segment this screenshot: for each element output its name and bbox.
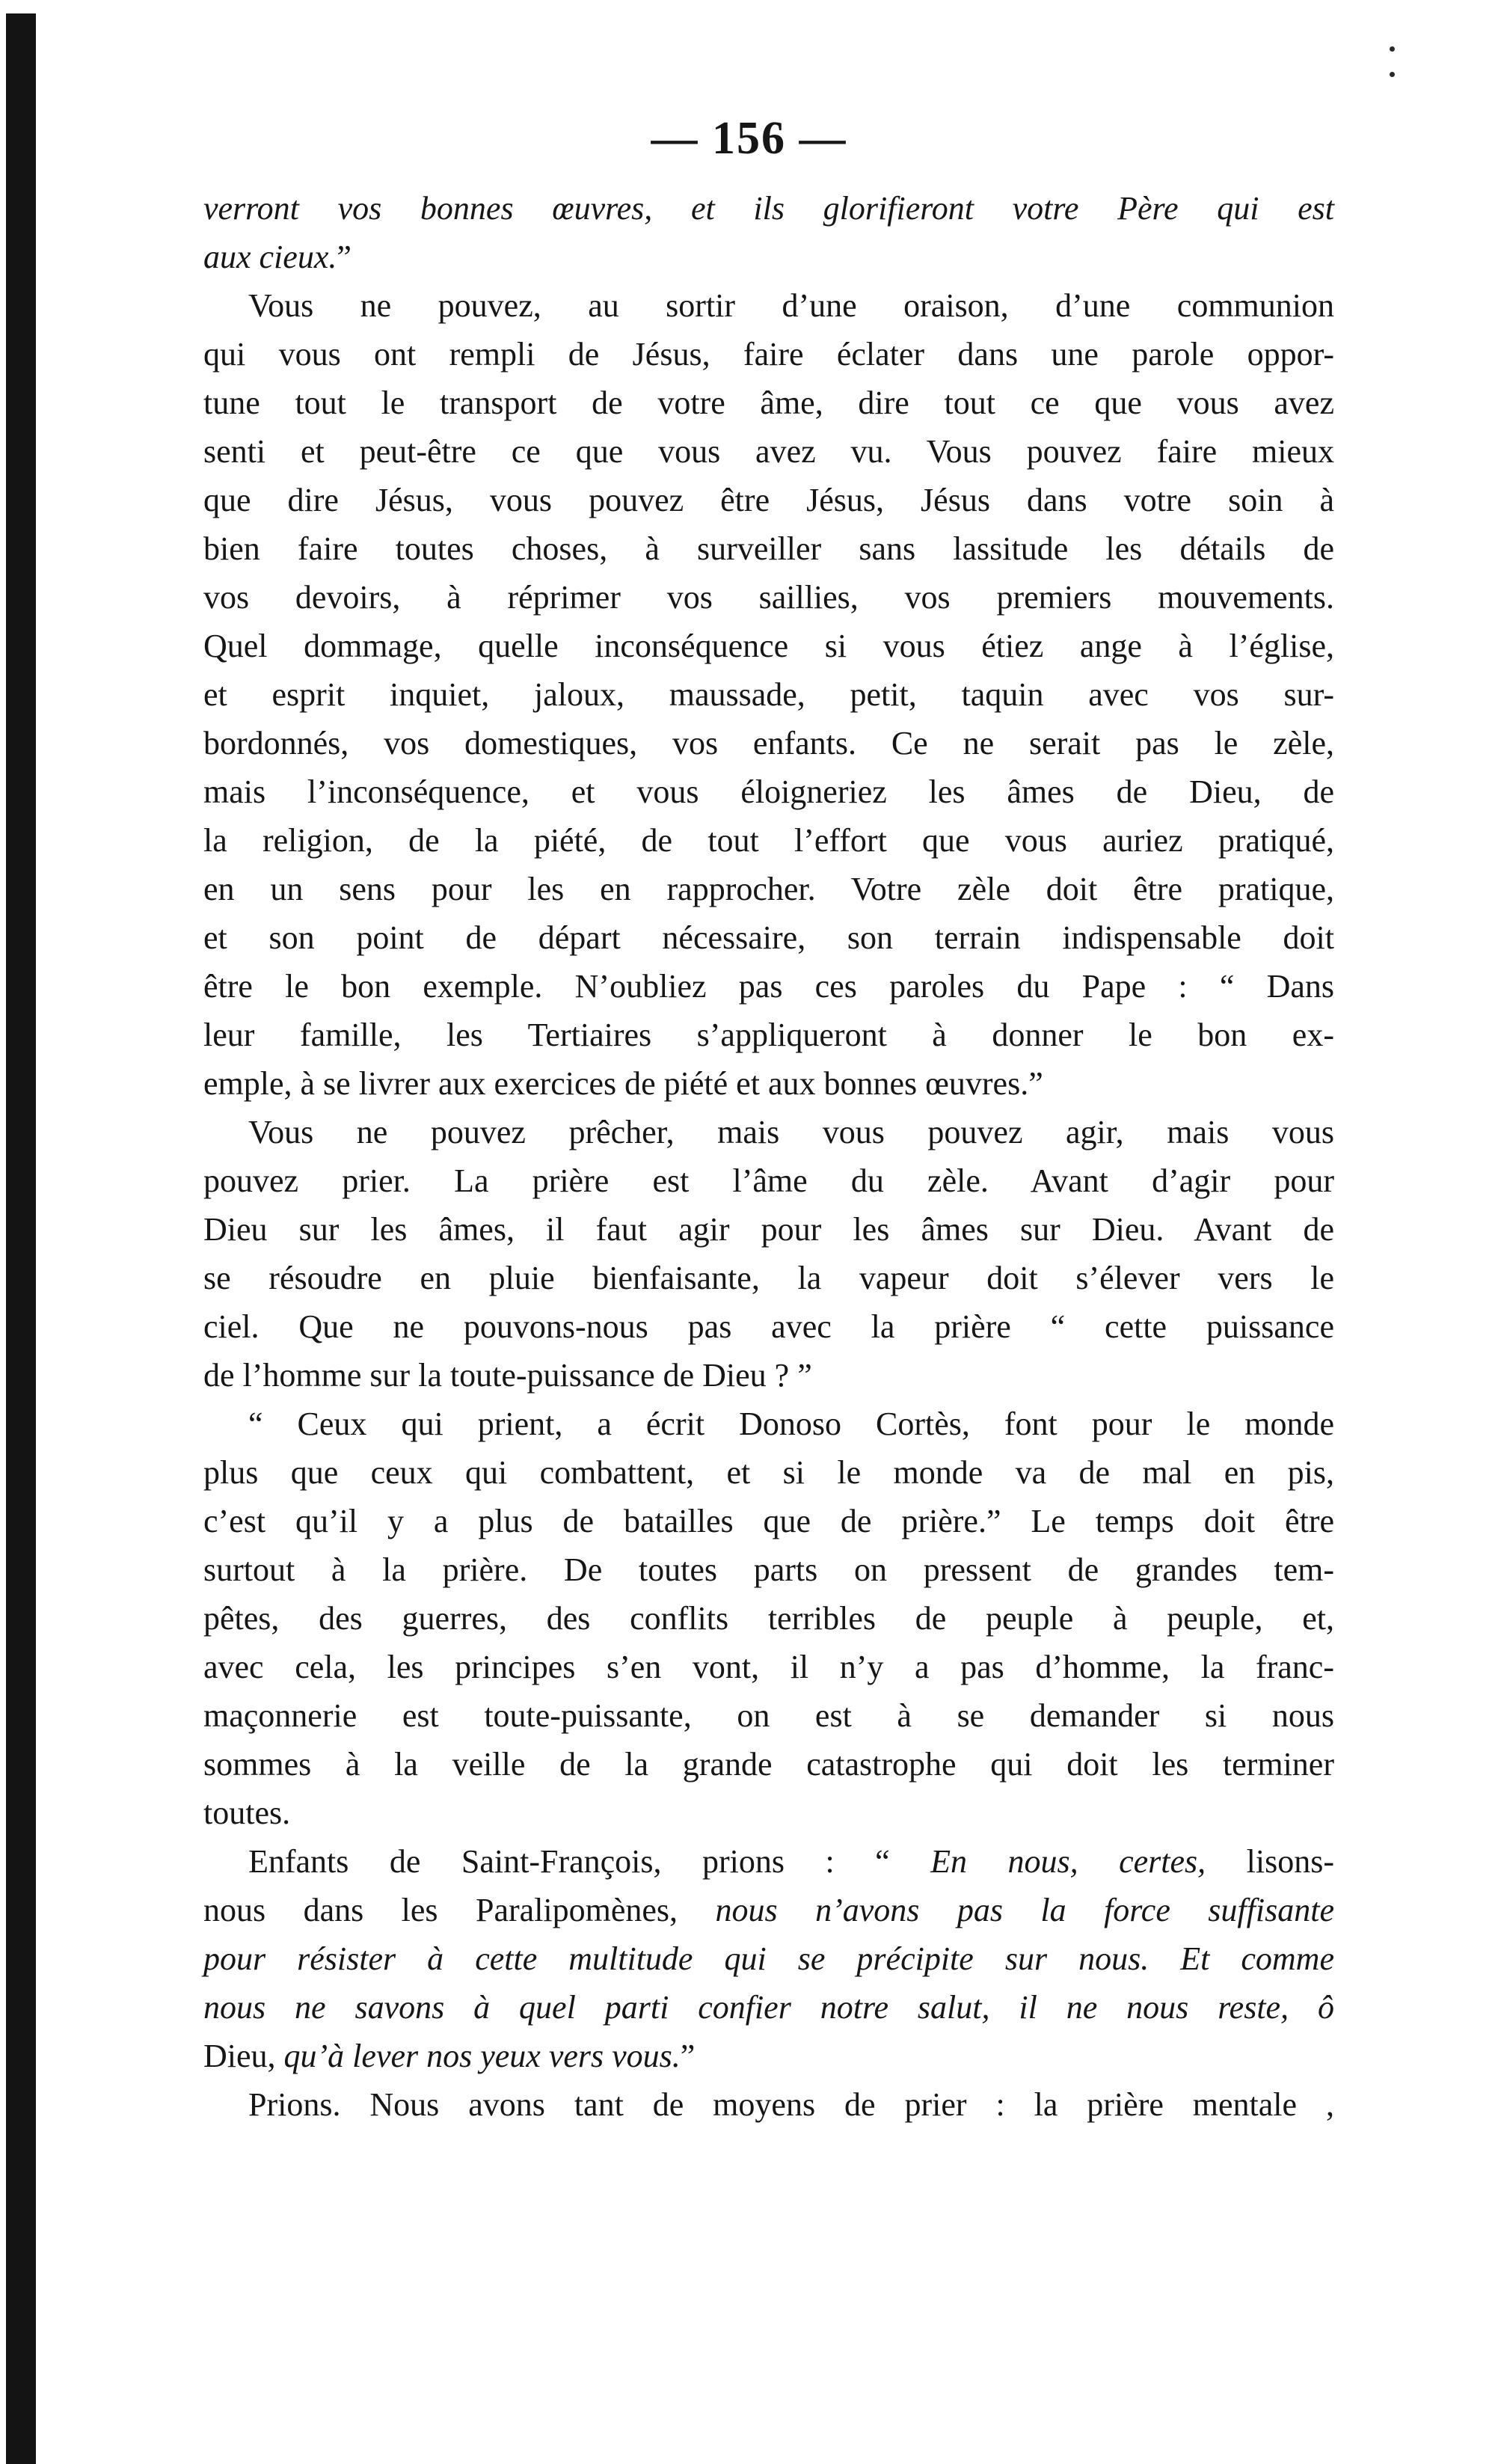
text-line bbox=[203, 1448, 1334, 1497]
text-line bbox=[203, 1740, 1334, 1789]
text-line bbox=[203, 622, 1334, 670]
text-segment: Dieu, bbox=[203, 2038, 284, 2074]
text-segment: vos devoirs, à réprimer vos saillies, vos premiers mouvements. bbox=[203, 579, 1334, 616]
text-segment: de l’homme sur la toute-puissance de Dieu ? ” bbox=[203, 1357, 812, 1394]
text-line bbox=[203, 281, 1334, 330]
italic-text-segment: verront vos bonnes œuvres, et ils glorifieront votre Père qui est bbox=[203, 190, 1334, 227]
text-line bbox=[203, 2032, 1334, 2080]
text-line bbox=[203, 1302, 1334, 1351]
text-segment: nous dans les Paralipomènes, bbox=[203, 1892, 716, 1928]
italic-text-segment: qu’à lever nos yeux vers vous. bbox=[283, 2038, 681, 2074]
text-segment: Prions. Nous avons tant de moyens de prier : la prière mentale , bbox=[248, 2086, 1334, 2123]
text-segment: Vous ne pouvez, au sortir d’une oraison, d’une communion bbox=[248, 287, 1334, 324]
text-segment: leur famille, les Tertiaires s’appliqueront à donner le bon ex- bbox=[203, 1017, 1334, 1053]
text-segment: Vous ne pouvez prêcher, mais vous pouvez agir, mais vous bbox=[248, 1114, 1334, 1150]
text-segment: bordonnés, vos domestiques, vos enfants. Ce ne serait pas le zèle, bbox=[203, 725, 1334, 761]
text-segment: la religion, de la piété, de tout l’effort que vous auriez pratiqué, bbox=[203, 822, 1334, 859]
text-line bbox=[203, 427, 1334, 476]
text-segment: “ Ceux qui prient, a écrit Donoso Cortès, font pour le monde bbox=[248, 1406, 1334, 1442]
italic-text-segment: pour résister à cette multitude qui se précipite sur nous. Et comme bbox=[203, 1940, 1334, 1977]
text-segment: c’est qu’il y a plus de batailles que de prière.” Le temps doit être bbox=[203, 1503, 1334, 1539]
text-segment: tune tout le transport de votre âme, dire tout ce que vous avez bbox=[203, 384, 1334, 421]
text-line bbox=[203, 573, 1334, 622]
text-segment: pêtes, des guerres, des conflits terribles de peuple à peuple, et, bbox=[203, 1600, 1334, 1637]
text-segment: surtout à la prière. De toutes parts on pressent de grandes tem- bbox=[203, 1551, 1334, 1588]
text-segment: mais l’inconséquence, et vous éloigneriez les âmes de Dieu, de bbox=[203, 773, 1334, 810]
page-binding-edge bbox=[6, 13, 36, 2464]
text-line bbox=[203, 1254, 1334, 1302]
text-segment: en un sens pour les en rapprocher. Votre zèle doit être pratique, bbox=[203, 871, 1334, 907]
text-line bbox=[203, 1837, 1334, 1886]
text-line bbox=[203, 1059, 1334, 1108]
text-segment: maçonnerie est toute-puissante, on est à se demander si nous bbox=[203, 1697, 1334, 1734]
text-segment: bien faire toutes choses, à surveiller sans lassitude les détails de bbox=[203, 530, 1334, 567]
text-segment: plus que ceux qui combattent, et si le monde va de mal en pis, bbox=[203, 1454, 1334, 1491]
text-segment: pouvez prier. La prière est l’âme du zèle. Avant d’agir pour bbox=[203, 1162, 1334, 1199]
italic-text-segment: aux cieux. bbox=[203, 239, 337, 275]
text-line bbox=[203, 1497, 1334, 1545]
text-segment: senti et peut-être ce que vous avez vu. Vous pouvez faire mieux bbox=[203, 433, 1334, 470]
text-segment: sommes à la veille de la grande catastrophe qui doit les terminer bbox=[203, 1746, 1334, 1783]
text-line bbox=[203, 816, 1334, 865]
text-line bbox=[203, 379, 1334, 427]
text-line bbox=[203, 2080, 1334, 2129]
italic-text-segment: nous ne savons à quel parti confier notre salut, il ne nous reste, ô bbox=[203, 1989, 1334, 2026]
text-segment: avec cela, les principes s’en vont, il n’y a pas d’homme, la franc- bbox=[203, 1649, 1334, 1685]
text-segment: lisons- bbox=[1206, 1843, 1334, 1880]
text-segment: emple, à se livrer aux exercices de piété et aux bonnes œuvres.” bbox=[203, 1065, 1043, 1102]
text-line bbox=[203, 1983, 1334, 2032]
text-segment: ” bbox=[680, 2038, 696, 2074]
text-segment: et esprit inquiet, jaloux, maussade, petit, taquin avec vos sur- bbox=[203, 676, 1334, 713]
text-segment: se résoudre en pluie bienfaisante, la vapeur doit s’élever vers le bbox=[203, 1260, 1334, 1296]
text-segment: ciel. Que ne pouvons-nous pas avec la prière “ cette puissance bbox=[203, 1308, 1334, 1345]
text-line bbox=[203, 1545, 1334, 1594]
text-line bbox=[203, 1351, 1334, 1400]
text-line bbox=[203, 1011, 1334, 1059]
text-segment: Enfants de Saint-François, prions : “ bbox=[248, 1843, 931, 1880]
body-text bbox=[203, 184, 1334, 2129]
text-line bbox=[203, 767, 1334, 816]
text-line bbox=[203, 962, 1334, 1011]
text-line bbox=[203, 184, 1334, 233]
text-line bbox=[203, 719, 1334, 767]
text-line bbox=[203, 1934, 1334, 1983]
text-segment: Quel dommage, quelle inconséquence si vous étiez ange à l’église, bbox=[203, 628, 1334, 664]
text-line bbox=[203, 670, 1334, 719]
text-line bbox=[203, 865, 1334, 913]
text-line bbox=[203, 1789, 1334, 1837]
text-line bbox=[203, 1594, 1334, 1643]
text-segment: être le bon exemple. N’oubliez pas ces paroles du Pape : “ Dans bbox=[203, 968, 1334, 1005]
text-line bbox=[203, 1400, 1334, 1448]
text-line bbox=[203, 1108, 1334, 1156]
text-line bbox=[203, 1156, 1334, 1205]
text-line bbox=[203, 476, 1334, 524]
stray-ink-mark bbox=[1390, 46, 1395, 52]
page-number: — 156 — bbox=[651, 113, 847, 164]
text-segment: toutes. bbox=[203, 1795, 291, 1831]
text-line bbox=[203, 524, 1334, 573]
text-line bbox=[203, 330, 1334, 379]
text-segment: ” bbox=[337, 239, 352, 275]
text-line bbox=[203, 1886, 1334, 1934]
text-line bbox=[203, 913, 1334, 962]
text-segment: que dire Jésus, vous pouvez être Jésus, Jésus dans votre soin à bbox=[203, 482, 1334, 518]
text-segment: qui vous ont rempli de Jésus, faire éclater dans une parole oppor- bbox=[203, 336, 1334, 373]
italic-text-segment: En nous, certes, bbox=[930, 1843, 1206, 1880]
text-segment: Dieu sur les âmes, il faut agir pour les âmes sur Dieu. Avant de bbox=[203, 1211, 1334, 1248]
text-line bbox=[203, 1643, 1334, 1691]
text-line bbox=[203, 1205, 1334, 1254]
stray-ink-mark bbox=[1390, 72, 1395, 77]
italic-text-segment: nous n’avons pas la force suffisante bbox=[715, 1892, 1334, 1928]
text-line bbox=[203, 233, 1334, 281]
text-line bbox=[203, 1691, 1334, 1740]
text-segment: et son point de départ nécessaire, son terrain indispensable doit bbox=[203, 919, 1334, 956]
